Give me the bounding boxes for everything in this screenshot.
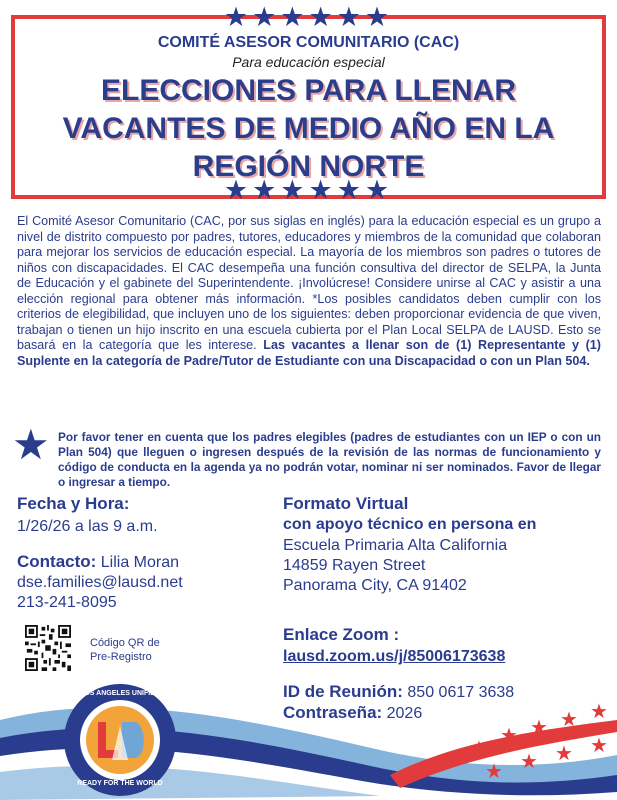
contact-email[interactable]: dse.families@lausd.net <box>17 574 183 591</box>
svg-text:★: ★ <box>555 741 573 765</box>
subtitle: Para educación especial <box>232 54 385 70</box>
meeting-id-value: 850 0617 3638 <box>402 684 515 701</box>
svg-text:★: ★ <box>560 707 578 731</box>
title-line-1: ELECCIONES PARA LLENAR <box>100 74 517 107</box>
format-support: con apoyo técnico en persona en <box>283 516 537 533</box>
date-value: 1/26/26 a las 9 a.m. <box>17 518 158 535</box>
street-address: 14859 Rayen Street <box>283 557 426 574</box>
intro-bold-text: Las vacantes a llenar son de (1) Representante y (1) Suplente en la categoría de Padre/Tutor de Estudiante con una Discapacidad o con un Plan 504. <box>17 338 601 368</box>
contact-name: Lilia Moran <box>96 554 180 571</box>
password-label: Contraseña: <box>283 703 383 722</box>
svg-text:★: ★ <box>520 749 538 773</box>
title-line-2: VACANTES DE MEDIO AÑO EN LA <box>62 112 555 145</box>
svg-text:★: ★ <box>485 759 503 783</box>
zoom-label: Enlace Zoom : <box>283 625 400 644</box>
contact-label: Contacto: <box>17 552 97 571</box>
school-name: Escuela Primaria Alta California <box>283 537 508 554</box>
contact-block <box>17 551 179 574</box>
organization-name: COMITÉ ASESOR COMUNITARIO (CAC) <box>157 34 460 51</box>
qr-caption-line-2: Pre-Registro <box>90 651 152 663</box>
page-title <box>30 72 587 186</box>
stars-bottom: ★★★★★★ <box>223 175 394 205</box>
svg-text:★: ★ <box>470 736 488 760</box>
attendance-note: Por favor tener en cuenta que los padres elegibles (padres de estudiantes con un IEP o con un Plan 504) que lleguen o ingresen después de la revisión de las normas de funcionamiento y código de conducta en la agenda ya no podrán votar, nominar ni ser nominados. Favor de llegar o ingresar a tiempo. <box>58 430 601 489</box>
qr-caption-line-1: Código QR de <box>90 637 160 649</box>
password-value: 2026 <box>382 705 423 722</box>
stars-top: ★★★★★★ <box>223 2 394 32</box>
format-heading: Formato Virtual <box>283 494 409 513</box>
logo-top-text: LOS ANGELES UNIFIED <box>80 690 160 697</box>
title-line-3: REGIÓN NORTE <box>192 150 425 183</box>
date-label: Fecha y Hora: <box>17 494 130 513</box>
svg-text:★: ★ <box>530 715 548 739</box>
meeting-id-label: ID de Reunión: <box>283 682 403 701</box>
star-icon: ★ <box>12 421 50 468</box>
zoom-link[interactable]: lausd.zoom.us/j/85006173638 <box>283 648 506 665</box>
intro-paragraph <box>17 214 601 369</box>
svg-text:★: ★ <box>590 733 608 757</box>
intro-text: El Comité Asesor Comunitario (CAC, por sus siglas en inglés) para la educación especial es un grupo a nivel de distrito compuesto por padres, tutores, educadores y miembros de la comunidad que colaboran para mejorar los servicios de educación especial. La mayoría de los miembros son padres o tutores de niños con discapacidades. El CAC desempeña una función consultiva del director de SELPA, la Junta de Educación y el gabinete del Superintendente. ¡Involúcrese! Considere unirse al CAC y asistir a una elección regional para obtener más información. *Los posibles candidatos deben cumplir con los criterios de elegibilidad, que incluyen uno de los siguientes: deben proporcionar evidencia de que viven, trabajan o tienen un hijo inscrito en una escuela cubierta por el Plan Local SELPA de LAUSD. Esto se basará en la categoría que les interese. <box>17 214 601 352</box>
svg-text:★: ★ <box>500 723 518 747</box>
city-address: Panorama City, CA 91402 <box>283 577 467 594</box>
contact-phone[interactable]: 213-241-8095 <box>17 594 117 611</box>
svg-text:★: ★ <box>590 699 608 723</box>
logo-bottom-text: READY FOR THE WORLD <box>77 780 163 787</box>
